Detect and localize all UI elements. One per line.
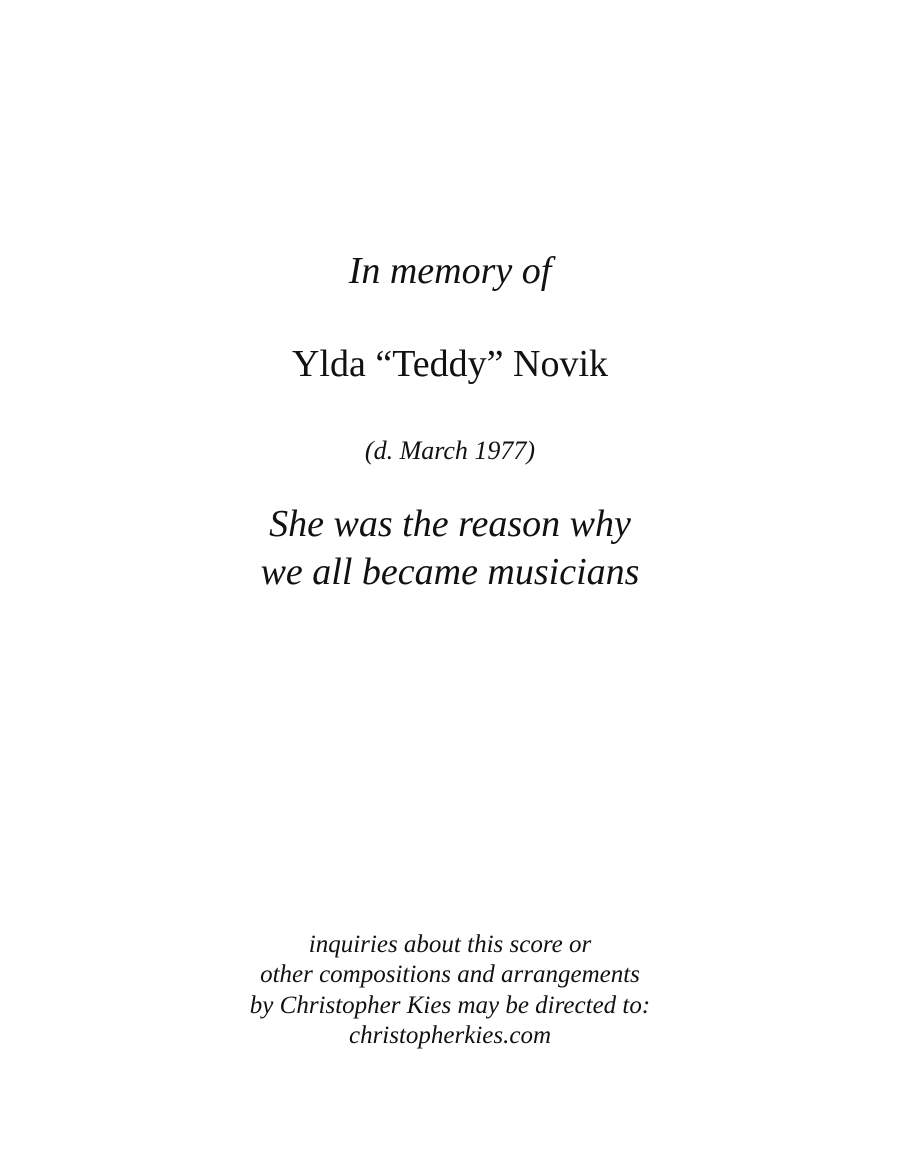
inquiries-line-3: by Christopher Kies may be directed to: [249,992,651,1019]
tribute-line-2: we all became musicians [260,551,640,593]
inquiries-line-2: other compositions and arrangements [260,961,640,988]
dedication-heading: In memory of [348,250,552,292]
inquiries-line-1: inquiries about this score or [308,931,592,958]
death-date: (d. March 1977) [364,436,536,465]
dedicatee-name: Ylda “Teddy” Novik [291,343,609,385]
tribute-line-1: She was the reason why [269,503,631,545]
website-link: christopherkies.com [348,1022,552,1049]
